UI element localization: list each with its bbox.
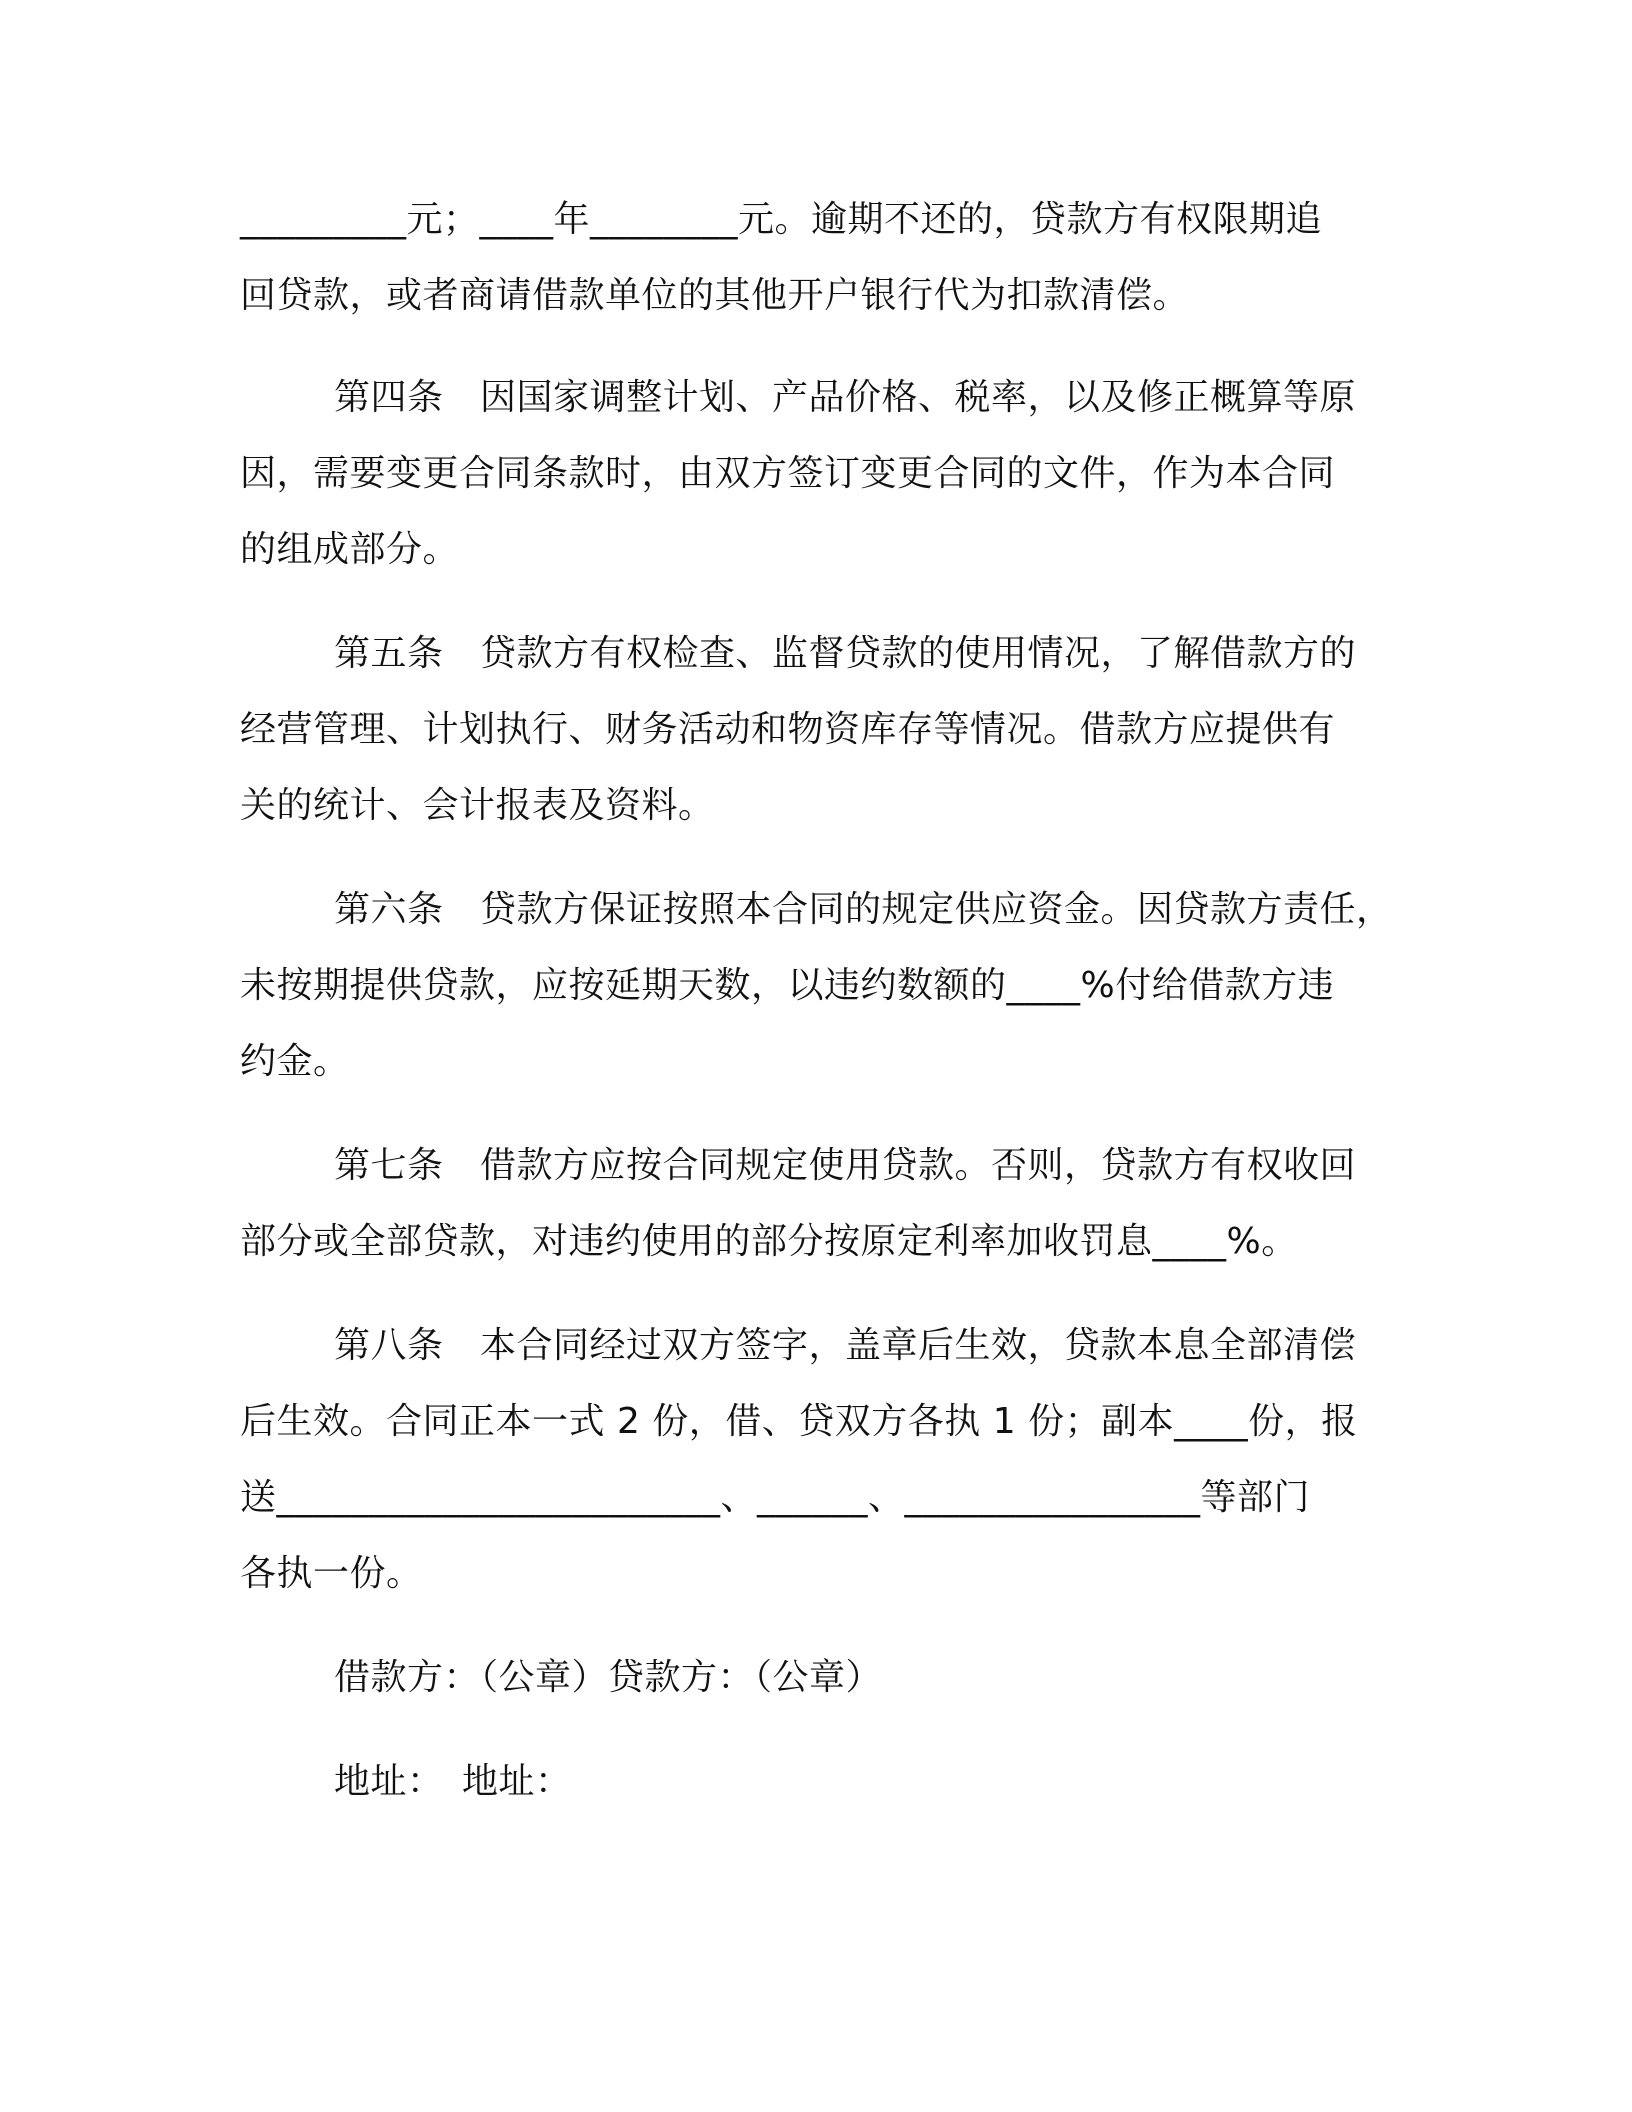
signature-parties-line: 借款方：（公章）贷款方：（公章）	[334, 1657, 883, 1698]
article-6-line-1: 第六条 贷款方保证按照本合同的规定供应资金。因贷款方责任，	[334, 889, 1393, 930]
article-4-line-3: 的组成部分。	[240, 529, 460, 570]
address-line: 地址： 地址：	[334, 1761, 572, 1802]
article-4-line-1: 第四条 因国家调整计划、产品价格、税率，以及修正概算等原	[334, 377, 1357, 418]
article-5-line-3: 关的统计、会计报表及资料。	[240, 785, 715, 826]
article-5-line-1: 第五条 贷款方有权检查、监督贷款的使用情况，了解借款方的	[334, 633, 1357, 674]
article-6-line-2: 未按期提供贷款，应按延期天数，以违约数额的____%付给借款方违	[240, 965, 1335, 1006]
article-8-line-1: 第八条 本合同经过双方签字，盖章后生效，贷款本息全部清偿	[334, 1325, 1357, 1366]
article-8-line-3: 送________________________、______、________________等部门	[240, 1477, 1310, 1518]
text-line-2: 回贷款，或者商请借款单位的其他开户银行代为扣款清偿。	[240, 275, 1190, 316]
article-7-line-1: 第七条 借款方应按合同规定使用贷款。否则，贷款方有权收回	[334, 1145, 1357, 1186]
article-7-line-2: 部分或全部贷款，对违约使用的部分按原定利率加收罚息____%。	[240, 1221, 1298, 1262]
text-line-1: _________元；____年________元。逾期不还的，贷款方有权限期追	[240, 199, 1323, 240]
article-4-line-2: 因，需要变更合同条款时，由双方签订变更合同的文件，作为本合同	[240, 453, 1336, 494]
article-6-line-3: 约金。	[240, 1041, 350, 1082]
article-8-line-2: 后生效。合同正本一式 2 份，借、贷双方各执 1 份；副本____份，报	[240, 1401, 1358, 1442]
article-8-line-4: 各执一份。	[240, 1553, 423, 1594]
article-5-line-2: 经营管理、计划执行、财务活动和物资库存等情况。借款方应提供有	[240, 709, 1336, 750]
